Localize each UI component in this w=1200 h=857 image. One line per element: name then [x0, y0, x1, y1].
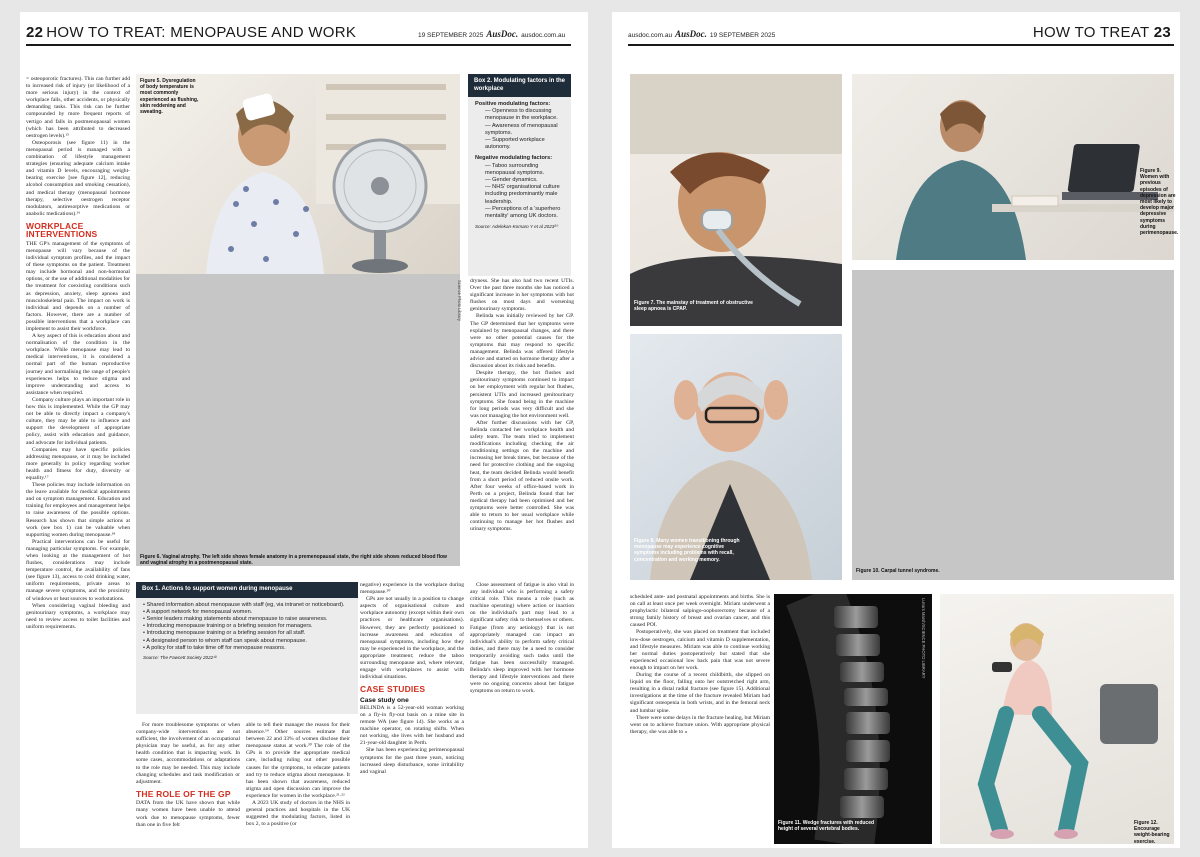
figure-11-caption: Figure 11. Wedge fractures with reduced height of several vertebral bodies.	[778, 820, 875, 833]
figure-11-photo	[774, 594, 932, 844]
box-1-item: • A support network for menopausal women.	[143, 608, 253, 615]
box-1-item: • A designated person to whom staff can speak about menopause.	[143, 637, 307, 644]
figure-6-caption: Figure 6. Vaginal atrophy. The left side shows female anatomy in a premenopausal state, the right side shows reduced blood flow and vaginal atrophy in a postmenopausal state.	[140, 554, 447, 567]
figure-9-caption: Figure 9. Women with previous episodes of depression are most likely to develop major depressive symptoms during perimenopause.	[1140, 168, 1179, 237]
negative-factors-heading: Negative modulating factors:	[475, 155, 553, 162]
body-text: able to tell their manager the reason for their absence.¹⁹ Other sources estimate that between 22 and 33% of women disclose their menopause status at work.²⁰ The role of the GPs is to provide the appropriate medical care, including ruling out other possible causes for the symptoms, to educate patients and try to reduce stigma about menopause. It has been shown that awareness, reduced stigma and open discussion can improve the experience for women in the workplace.²¹·²²	[246, 722, 350, 799]
left-header-meta: 19 SEPTEMBER 2025 AusDoc. ausdoc.com.au	[418, 29, 566, 39]
left-page	[20, 12, 588, 848]
cpap-sleeper-illustration	[630, 74, 842, 326]
body-text: scheduled ante- and postnatal appointments and births. She is on call at least once per week overnight. Miriam underwent a prophylactic bilateral salpingo-oophorectomy because of a strong family history of breast and ovarian cancer, and this caused POI.	[630, 594, 770, 629]
figure-12-caption: Figure 12. Encourage weight-bearing exercise.	[1134, 820, 1170, 845]
body-text: Belinda was initially reviewed by her GP. The GP determined that her symptoms were explained by menopausal changes, and there were no other potential causes for the symptoms that may respond to specific management. Belinda was offered lifestyle advice and started on hormone therapy after a discussion about its risks and benefits.	[470, 313, 574, 370]
positive-factor-item: — Openness to discussing menopause in the workplace.	[485, 108, 558, 122]
left-column-2b-bottom	[246, 722, 350, 846]
woman-at-laptop-illustration	[852, 74, 1179, 260]
body-text: Companies may have specific policies addressing menopause, or it may be included more generally in policy regarding worker health and fitness for duty, diversity or equality.¹⁷	[26, 446, 130, 481]
body-text: For more troublesome symptoms or when company-wide interventions are not sufficient, the involvement of an occupational physician may be useful, as for any other health condition that is impacting work. In some cases, accommodations or adaptations to the role may be needed. This may include changing schedules and task modification or adjustment.	[136, 722, 240, 785]
body-text: Postoperatively, she was placed on treatment that included low-dose oestrogen, calcium and vitamin D supplementation, and lifestyle measures. Miriam was able to continue working her normal duties postoperatively but stated that she experienced occasional low back pain that was not severe enough to impact on her work.	[630, 629, 770, 671]
figure-7-caption: Figure 7. The mainstay of treatment of obstructive sleep apnoea is CPAP.	[634, 300, 753, 313]
right-header-rule	[628, 44, 1174, 46]
box-1-item: • Introducing menopause training or a briefing session for all staff.	[143, 630, 306, 637]
case-study-one-heading: Case study one	[360, 696, 409, 704]
box-2-title: Box 2. Modulating factors in the workplace	[468, 74, 571, 97]
case-studies-heading: CASE STUDIES	[360, 684, 426, 695]
figure-9-photo	[852, 74, 1179, 260]
box-1-item: • A policy for staff to take time off for menopause reasons.	[143, 644, 286, 651]
body-text: THE GP's management of the symptoms of menopause will vary because of the individual symptom profiles, and the impact of these symptoms on the patient. Treatment may include hormonal and non-hormonal options, or the use of additional modalities for the treatment for coexisting conditions such as depression, anxiety, sleep apnoea and musculoskeletal pain. The impact on work is individual and depends on a number of factors. However, there are a number of possible interventions that a workplace can implement to assist their workforce.	[26, 240, 130, 332]
left-header	[26, 24, 582, 46]
left-column-2-bottom	[136, 722, 240, 846]
left-column-1	[26, 76, 130, 846]
figure-6-credit: Science Photo Library	[457, 280, 462, 321]
right-header	[628, 24, 1174, 46]
role-of-gp-heading: THE ROLE OF THE GP	[136, 788, 231, 799]
workplace-interventions-heading: WORKPLACE INTERVENTIONS	[26, 220, 98, 240]
box-1-item: • Shared information about menopause with staff (eg, via intranet or noticeboard).	[143, 601, 345, 608]
box-1	[136, 582, 358, 714]
body-text: A key aspect of this is education about and normalisation of the condition in the workplace. While menopause may lead to medical interventions, it is considered a normal part of the human reproductive journey and normalising the range of people's experiences helps to reduce stigma and improve understanding and access to assistance when required.	[26, 333, 130, 396]
box-1-item: • Introducing menopause training or a briefing session for managers.	[143, 623, 313, 630]
negative-factor-item: — Perceptions of a 'superhero mentality' among UK doctors.	[485, 205, 561, 220]
right-header-meta: ausdoc.com.au AusDoc. 19 SEPTEMBER 2025	[628, 29, 776, 39]
box-1-source: Source: The Fawcett Society 2022¹⁹	[143, 654, 217, 660]
body-text: Despite therapy, the hot flushes and genitourinary symptoms continued to impact on her employment with regular hot flushes, persistent UTIs and increased genitourinary symptoms. She found being in the machine for long periods was very difficult and she was not managing the hot environment well.	[470, 370, 574, 419]
body-text: After further discussions with her GP, Belinda contacted her workplace health and safety team. The team tried to implement modifications including checking the air conditioning settings on the machine and increasing her break times, but because of the need for protective clothing and the ongoing heat, the team decided Belinda would benefit from a short period of reduced onsite work. After four weeks of office-based work in Perth on a project, Belinda found that her medical therapy had been optimised and her symptoms were better controlled. She was able to return to her usual workplace while continuing to manage her hot flushes and urinary symptoms.	[470, 419, 574, 533]
box-2-body	[468, 97, 571, 234]
figure-10-caption: Figure 10. Carpal tunnel syndrome.	[856, 568, 940, 574]
spine-xray-illustration	[774, 594, 932, 844]
box-1-item: • Senior leaders making statements about menopause to raise awareness.	[143, 615, 328, 622]
left-header-rule	[26, 44, 571, 46]
body-text: Practical interventions can be useful for managing particular symptoms. For example, when looking at the management of hot flushes, considerations may include temperature control, the availability of fans (see figure 13), access to cold drinking water, uniform requirements, private areas to manage severe symptoms, and the proximity of windows or heat sources to workstations.	[26, 538, 130, 602]
woman-exercising-illustration	[940, 594, 1174, 844]
box-1-title: Box 1. Actions to support women during menopause	[136, 582, 358, 598]
body-text: Company culture plays an important role in how this is implemented. While the GP may not be able to directly impact a company's culture, they may be able to influence and support the development of appropriate policy, assist with education and guidance, and advocate for individual patients.	[26, 396, 130, 446]
figure-12-photo	[940, 594, 1174, 844]
body-text: dryness. She has also had two recent UTIs. Over the past three months she has noticed a significant increase in her symptoms with hot flushes on most days and worsening genitourinary symptoms.	[470, 278, 574, 313]
body-text: negative) experience in the workplace during menopause.²⁰	[360, 582, 464, 596]
left-column-4-bottom	[470, 582, 574, 846]
negative-factor-item: — Taboo surrounding menopausal symptoms.	[485, 162, 545, 176]
right-page-title: HOW TO TREAT 23	[1032, 24, 1171, 41]
positive-factor-item: — Awareness of menopausal symptoms.	[485, 122, 558, 136]
figure-6-image	[136, 274, 460, 566]
left-column-3-bottom	[360, 582, 464, 846]
figure-8-caption: Figure 8. Many women transitioning through menopause may experience cognitive symptoms including problems with recall, concentration and working memory.	[634, 538, 740, 563]
body-text: There were some delays in the fracture healing, but Miriam went on to achieve fracture union. With appropriate physical therapy, she was able to »	[630, 714, 770, 735]
body-text: These policies may include information on the leave available for medical appointments and on symptom management. Education and training for employees and management helps to raise awareness of the possible options. Research has shown that simple actions at work (see box 1) can be valuable when supporting women during menopause.¹⁸	[26, 482, 130, 538]
left-page-title: 22 HOW TO TREAT: MENOPAUSE AND WORK	[26, 24, 357, 41]
body-text: During the course of a recent childbirth, she slipped on liquid on the floor, falling onto her outstretched right arm, resulting in a distal radial fracture (see figure 15). Additional investigations at the time of the fracture revealed Miriam had significant osteopenia in both wrists, and in the femoral neck and lumbar spine.	[630, 672, 770, 714]
negative-factor-item: — NHS' organisational culture including predominantly male leadership.	[485, 184, 560, 205]
figure-11-credit: Lunars Marsh/SCIENCE PHOTO LIBRARY	[921, 598, 926, 679]
body-text: = osteoporotic fractures). This can further add to increased risk of injury (or likelihood of a more serious injury) in the context of workplace falls, other accidents, or physically demanding tasks. This risk can be further compounded by more frequent reports of vertigo and falls in postmenopausal women (which has been attributed to decreased oestrogen levels).¹⁵	[26, 76, 130, 139]
negative-factor-item: — Gender dynamics.	[485, 177, 538, 184]
body-text: She has been experiencing perimenopausal symptoms for the past three years, noticing increased sleep disturbance, some irritability and vaginal	[360, 747, 464, 775]
box-1-body	[136, 598, 358, 666]
box-2-source: Source: Adelekan-Komaro Y et al 2023²⁰	[475, 224, 558, 230]
body-text: Osteoporosis (see figure 11) in the menopausal period is managed with a combination of lifestyle management strategies (ensuring adequate calcium intake and vitamin D levels, encouraging weight-bearing exercise [see figure 12], reducing alcohol consumption and smoking cessation), and medical therapy (menopausal hormone therapy, selective oestrogen receptor modulators, antiresorptive medications or anabolic medications).¹⁶	[26, 139, 130, 217]
figure-5-caption: Figure 5. Dysregulation of body temperature is most commonly experienced as flushing, skin reddening and sweating.	[140, 78, 199, 116]
positive-factor-item: — Supported workplace autonomy.	[485, 137, 545, 151]
left-column-3-top	[470, 278, 574, 578]
body-text: Close assessment of fatigue is also vital in any individual who is performing a safety critical role. This means a role (such as machine operating) where action or inaction on the individual's part may lead to a significant safety risk to themselves or others. Fatigue (from any aetiology) that is not appropriately managed can impact an individual's ability to perform safety critical duties, and there may be a need to consider temporarily avoiding such tasks until the fatigue has been successfully managed. Belinda's sleep improved with her hormone therapy and lifestyle interventions and there were no ongoing concerns about her fatigue symptoms on return to work.	[470, 582, 574, 695]
body-text: GPs are not usually in a position to change aspects of organisational culture and workplace autonomy (except within their own practices or healthcare organisations). However, they are perfectly positioned to increase awareness and education of menopausal symptoms, including how they may be experienced in the workplace, and the appropriate treatment; reduce the taboo surrounding menopause and, where relevant, engage with workplaces to assist with individual situations.	[360, 596, 464, 681]
body-text: BELINDA is a 52-year-old woman working on a fly-in fly-out basis on a mine site in remote WA (see figure 14). She works as a machine operator, on rotating shifts. When not working, she lives with her husband and 21-year-old daughter in Perth.	[360, 704, 464, 747]
box-2	[468, 74, 571, 276]
figure-7-photo	[630, 74, 842, 326]
positive-factors-heading: Positive modulating factors:	[475, 101, 551, 107]
figure-10-image	[852, 270, 1174, 580]
body-text: DATA from the UK have shown that while many women have been unable to attend work due to menopause symptoms, fewer than one in five felt	[136, 800, 240, 828]
body-text: A 2023 UK study of doctors in the NHS in general practices and hospitals in the UK suggested the modulating factors, listed in box 2, to a positive (or	[246, 800, 350, 828]
body-text: When considering vaginal bleeding and genitourinary symptoms, a workplace may need to review access to toilet facilities and uniform requirements.	[26, 602, 130, 630]
right-column	[630, 594, 770, 844]
right-page	[612, 12, 1180, 848]
